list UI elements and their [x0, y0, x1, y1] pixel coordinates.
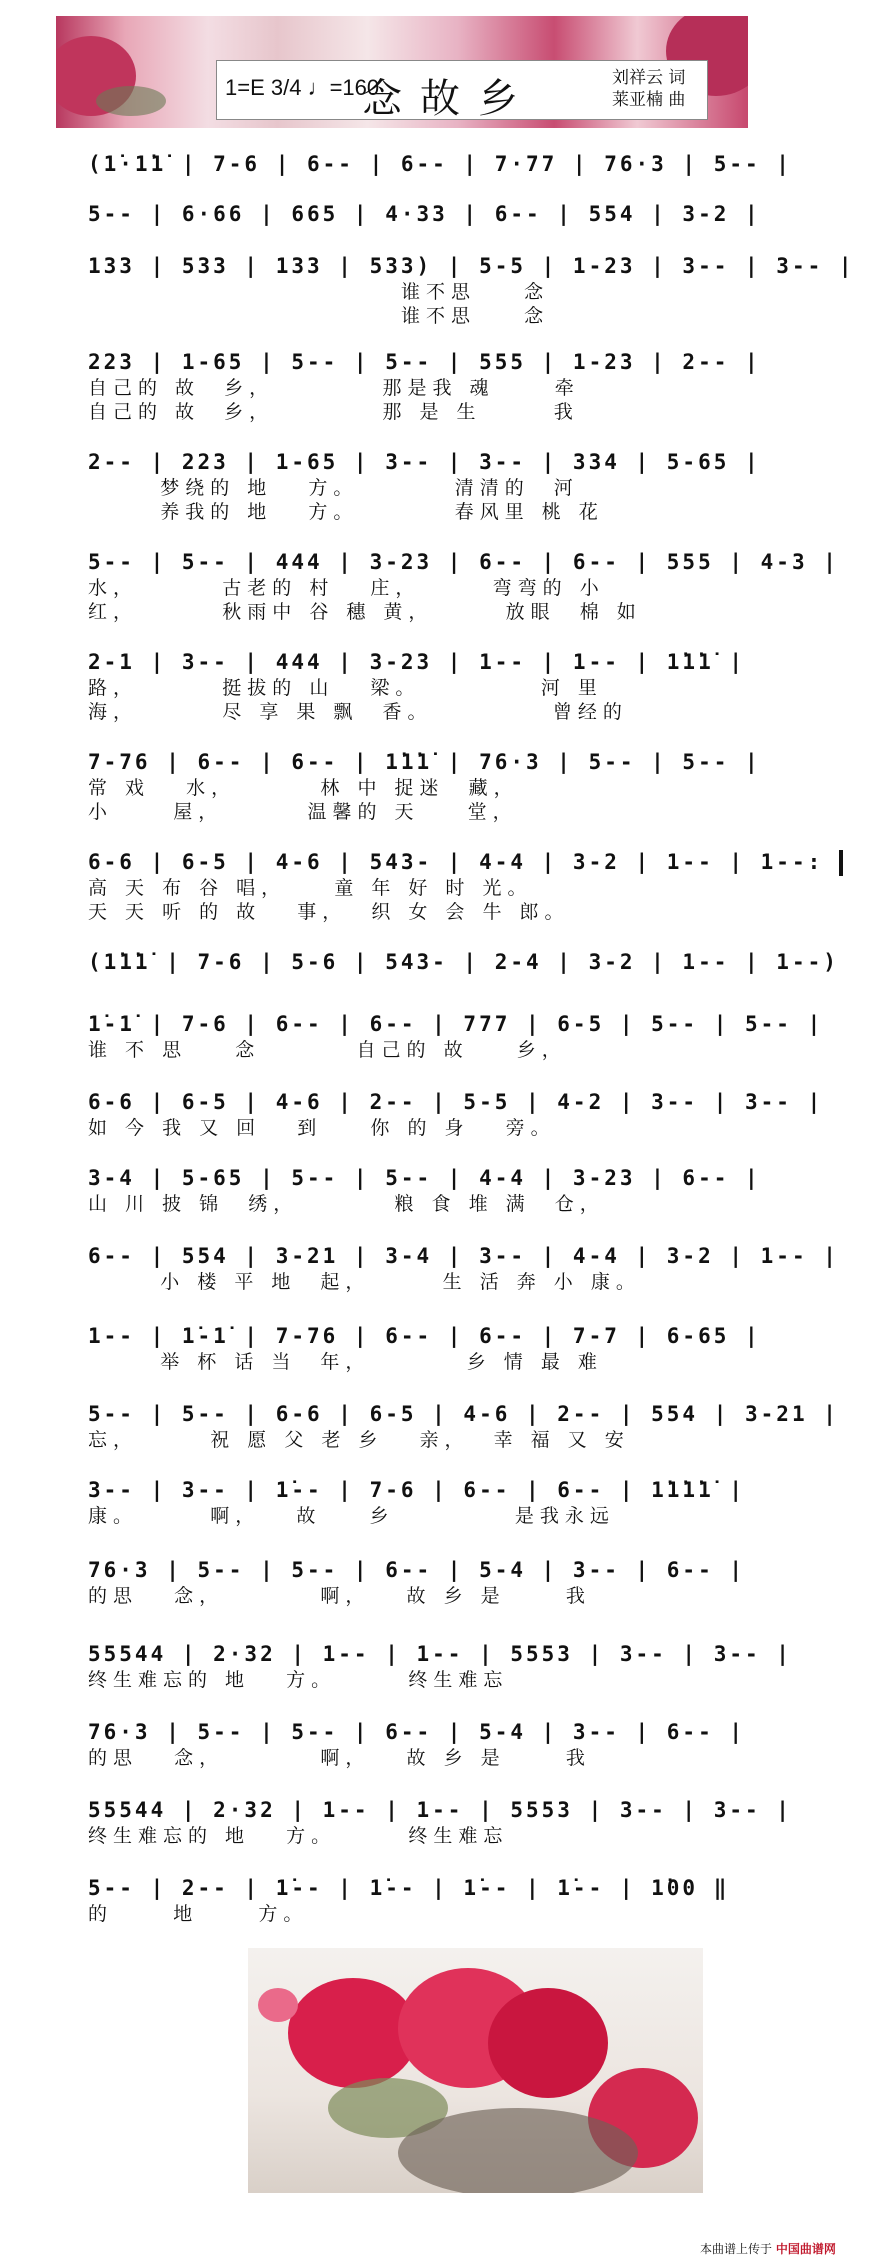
- lyrics-verse-1: 谁不思 念: [88, 281, 550, 303]
- lyrics-verse-1: 高 天 布 谷 唱， 童 年 好 时 光。: [88, 877, 533, 899]
- peony-painting: [248, 1948, 703, 2193]
- score-row: [88, 648, 746, 724]
- lyrics-verse-1: 自己的 故 乡， 那是我 魂 牵: [88, 377, 580, 399]
- score-row: [88, 1796, 792, 1848]
- notation-line: (1̇·1̇1̇ | 7-6 | 6-- | 6-- | 7·77 | 76·3 | 5-- |: [88, 152, 792, 176]
- lyrics-line: 的思 念， 啊， 故 乡 是 我: [88, 1585, 591, 1607]
- lyrics-verse-2: 海， 尽 享 果 飘 香。 曾经的: [88, 701, 628, 723]
- lyrics-line: 终生难忘的 地 方。 终生难忘: [88, 1825, 509, 1847]
- notation-line: 5-- | 5-- | 6-6 | 6-5 | 4-6 | 2-- | 554 | 3-21 |: [88, 1402, 839, 1426]
- lyrics-line: 康。 啊， 故 乡 是我永远: [88, 1505, 615, 1527]
- notation-line: 55544 | 2·32 | 1-- | 1-- | 5553 | 3-- | 3-- |: [88, 1798, 792, 1822]
- score-row: [88, 1322, 761, 1374]
- title-box: [216, 60, 708, 120]
- notation-line: 7-76 | 6-- | 6-- | 1̇1̇1̇ | 76·3 | 5-- | 5-- |: [88, 750, 761, 774]
- notation-line: 1-- | 1̇-1̇ | 7-76 | 6-- | 6-- | 7-7 | 6-65 |: [88, 1324, 761, 1348]
- lyrics-line: 的思 念， 啊， 故 乡 是 我: [88, 1747, 591, 1769]
- score-row: [88, 1556, 746, 1608]
- notation-line: (1̇1̇1̇ | 7-6 | 5-6 | 543- | 2-4 | 3-2 | 1-- | 1--): [88, 950, 839, 974]
- notation-line: 6-6 | 6-5 | 4-6 | 2-- | 5-5 | 4-2 | 3-- | 3-- |: [88, 1090, 824, 1114]
- lyrics-verse-2: 自己的 故 乡， 那 是 生 我: [88, 401, 579, 423]
- score-row: [88, 1400, 839, 1452]
- score-row: [88, 1476, 746, 1528]
- peony-bud: [258, 1988, 298, 2022]
- notation-line: 5-- | 5-- | 444 | 3-23 | 6-- | 6-- | 555 | 4-3 |: [88, 550, 839, 574]
- lyrics-line: 谁 不 思 念 自己的 故 乡，: [88, 1039, 567, 1061]
- score-row: [88, 948, 839, 976]
- lyrics-line: 山 川 披 锦 绣， 粮 食 堆 满 仓，: [88, 1193, 605, 1215]
- score-row: [88, 1088, 824, 1140]
- key-signature: 1=E 3/4 ♩=160: [225, 75, 380, 100]
- notation-line: 76·3 | 5-- | 5-- | 6-- | 5-4 | 3-- | 6-- |: [88, 1558, 746, 1582]
- score-row: [88, 1242, 839, 1294]
- lyrics-line: 小 楼 平 地 起， 生 活 奔 小 康。: [88, 1271, 641, 1293]
- site-logo[interactable]: 中国曲谱网: [775, 2242, 836, 2256]
- notation-line: 2-- | 223 | 1-65 | 3-- | 3-- | 334 | 5-65 |: [88, 450, 761, 474]
- lyrics-line: 举 杯 话 当 年， 乡 情 最 难: [88, 1351, 603, 1373]
- notation-line: 5-- | 2-- | 1̇-- | 1̇-- | 1̇-- | 1̇-- | 1̇00 ‖: [88, 1876, 730, 1900]
- notation-line: 5-- | 6·66 | 665 | 4·33 | 6-- | 554 | 3-2 |: [88, 202, 761, 226]
- notation-line: 1̇-1̇ | 7-6 | 6-- | 6-- | 777 | 6-5 | 5-- | 5-- |: [88, 1012, 824, 1036]
- lyrics-verse-1: 梦绕的 地 方。 清清的 河: [88, 477, 579, 499]
- lyrics-verse-2: 小 屋， 温馨的 天 堂，: [88, 801, 518, 823]
- peony-flower: [488, 1988, 608, 2098]
- lyrics-verse-2: 养我的 地 方。 春风里 桃 花: [88, 501, 604, 523]
- notation-line: 6-- | 554 | 3-21 | 3-4 | 3-- | 4-4 | 3-2 | 1-- |: [88, 1244, 839, 1268]
- footer-credit: [700, 2240, 836, 2257]
- score-row: [88, 1640, 792, 1692]
- score-row: [88, 200, 761, 228]
- lyricist: 刘祥云 词: [612, 68, 686, 88]
- repeat-barline: [839, 850, 843, 876]
- score-row: [88, 1874, 730, 1926]
- credits: [612, 67, 685, 111]
- score-row: [88, 348, 761, 424]
- lyrics-verse-2: 红， 秋雨中 谷 穗 黄， 放眼 棉 如: [88, 601, 642, 623]
- score-row: [88, 548, 839, 624]
- lyrics-verse-1: 水， 古老的 村 庄， 弯弯的 小: [88, 577, 605, 599]
- score-row: [88, 1718, 746, 1770]
- notation-line: 133 | 533 | 133 | 533) | 5-5 | 1-23 | 3-- | 3-- |: [88, 254, 855, 278]
- lyrics-line: 忘， 祝 愿 父 老 乡 亲， 幸 福 又 安: [88, 1429, 630, 1451]
- lyrics-verse-1: 常 戏 水， 林 中 捉迷 藏，: [88, 777, 519, 799]
- notation-line: 223 | 1-65 | 5-- | 5-- | 555 | 1-23 | 2-- |: [88, 350, 761, 374]
- notation-line: 55544 | 2·32 | 1-- | 1-- | 5553 | 3-- | 3-- |: [88, 1642, 792, 1666]
- notation-line: 3-4 | 5-65 | 5-- | 5-- | 4-4 | 3-23 | 6-- |: [88, 1166, 761, 1190]
- song-title: 念故乡: [362, 76, 536, 122]
- rock: [398, 2108, 638, 2193]
- upload-note: 本曲谱上传于: [700, 2242, 773, 2256]
- score-row: [88, 252, 855, 328]
- notation-line: 76·3 | 5-- | 5-- | 6-- | 5-4 | 3-- | 6-- |: [88, 1720, 746, 1744]
- notation-line: [88, 848, 824, 876]
- lyrics-line: 终生难忘的 地 方。 终生难忘: [88, 1669, 509, 1691]
- score-row: [88, 748, 761, 824]
- lyrics-verse-2: 谁不思 念: [88, 305, 550, 327]
- score-row: [88, 848, 824, 924]
- header-banner: [56, 16, 748, 128]
- notation-line: 3-- | 3-- | 1̇-- | 7-6 | 6-- | 6-- | 1̇1̇1̇1̇ |: [88, 1478, 746, 1502]
- score-row: [88, 1164, 761, 1216]
- leaf-decoration: [96, 86, 166, 116]
- score-row: [88, 150, 792, 178]
- score-row: [88, 448, 761, 524]
- lyrics-verse-2: 天 天 听 的 故 事， 织 女 会 牛 郎。: [88, 901, 570, 923]
- composer: 莱亚楠 曲: [612, 90, 686, 110]
- score-row: [88, 1010, 824, 1062]
- notation-line: 2-1 | 3-- | 444 | 3-23 | 1-- | 1-- | 1̇1̇1̇ |: [88, 650, 746, 674]
- lyrics-verse-1: 路， 挺拔的 山 梁。 河 里: [88, 677, 603, 699]
- lyrics-line: 的 地 方。: [88, 1903, 309, 1925]
- lyrics-line: 如 今 我 又 回 到 你 的 身 旁。: [88, 1117, 556, 1139]
- notation-text: 6-6 | 6-5 | 4-6 | 543- | 4-4 | 3-2 | 1-- | 1--:: [88, 850, 824, 874]
